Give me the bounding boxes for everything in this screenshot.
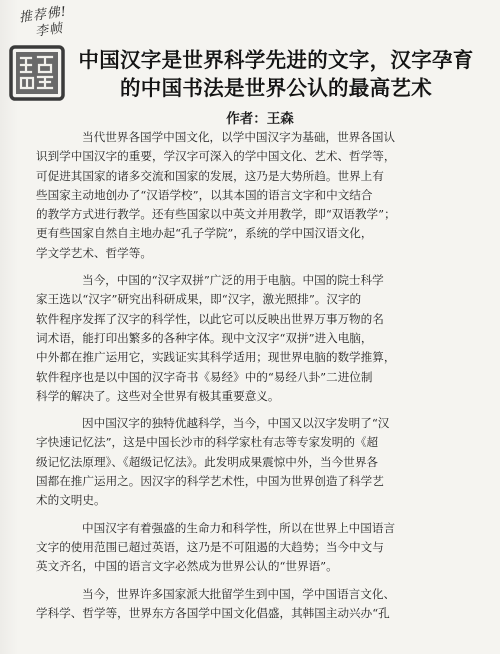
text-line: 可促进其国家的诸多交流和国家的发展，这乃是大势所趋。世界上有 [36,168,384,183]
text-line: 学文学艺术、哲学等。 [36,245,152,260]
seal-stamp-icon [8,44,66,102]
text-line: 字快速记忆法”，这是中国长沙市的科学家杜有志等专家发明的《超 [36,435,379,450]
text-line: 级记忆法原理》、《超级记忆法》。此发明成果震惊中外，当今世界各 [36,454,379,469]
title-line-1: 中国汉字是世界科学先进的文字，汉字孕育 [78,48,474,72]
handwritten-note-line-2: 李帧 [34,21,65,40]
text-line: 软件程序也是以中国的汉字奇书《易经》中的“易经八卦”二进位制 [36,369,373,384]
page-title [60,46,492,102]
text-line: 些国家主动地创办了“汉语学校”，以其本国的语言文字和中文结合 [36,187,373,202]
text-line: 国都在推广运用之。因汉字的科学艺术性，中国为世界创造了科学艺 [36,474,384,489]
text-line: 更有些国家自然自主地办起“孔子学院”，系统的学中国汉语文化， [36,226,373,241]
paragraph [36,585,484,624]
text-line: 家王选以“汉字”研究出科研成果，即“汉字，激光照排”。汉字的 [36,292,362,307]
text-line: 科学的解决了。这些对全世界有极其重要意义。 [36,388,280,403]
paragraph [36,519,484,577]
text-line: 词术语，能打印出繁多的各种字体。现中文汉字“双拼”进入电脑， [36,330,373,345]
text-line: 软件程序发挥了汉字的科学性，以此它可以反映出世界万事万物的名 [36,311,384,326]
text-line: 文字的使用范围已超过英语，这乃是不可阻遏的大趋势；当今中文与 [36,539,384,554]
handwritten-note-line-1: 推荐佛! [18,4,68,26]
text-line: 当今，中国的“汉字双拼”广泛的用于电脑。中国的院士科学 [82,273,384,288]
text-line: 中国汉字有着强盛的生命力和科学性，所以在世界上中国语言 [82,520,396,535]
text-line: 因中国汉字的独特优越科学，当今，中国又以汉字发明了“汉 [82,416,390,431]
paragraph [36,414,484,510]
article-body [36,128,484,631]
title-line-2: 的中国书法是世界公认的最高艺术 [120,76,432,100]
text-line: 中外都在推广运用它，实践证实其科学适用；现世界电脑的数学推算， [36,350,396,365]
paragraph [36,128,484,263]
text-line: 当今，世界许多国家派大批留学生到中国，学中国语言文化、 [82,586,396,601]
author-line: 作者：王森 [226,111,294,127]
text-line: 术的文明史。 [36,493,106,508]
text-line: 识到学中国汉字的重要，学汉字可深入的学中国文化、艺术、哲学等， [36,149,396,164]
text-line: 当代世界各国学中国文化，以学中国汉字为基础，世界各国认 [82,130,396,144]
text-line: 的教学方式进行教学。还有些国家以中英文并用教学，即“双语教学”； [36,207,396,222]
handwritten-note [18,1,92,42]
paragraph [36,271,484,406]
text-line: 学科学、哲学等，世界东方各国学中国文化倡盛，其韩国主动兴办“孔 [36,605,390,620]
text-line: 英文齐名，中国的语言文字必然成为世界公认的“世界语”。 [36,559,338,574]
